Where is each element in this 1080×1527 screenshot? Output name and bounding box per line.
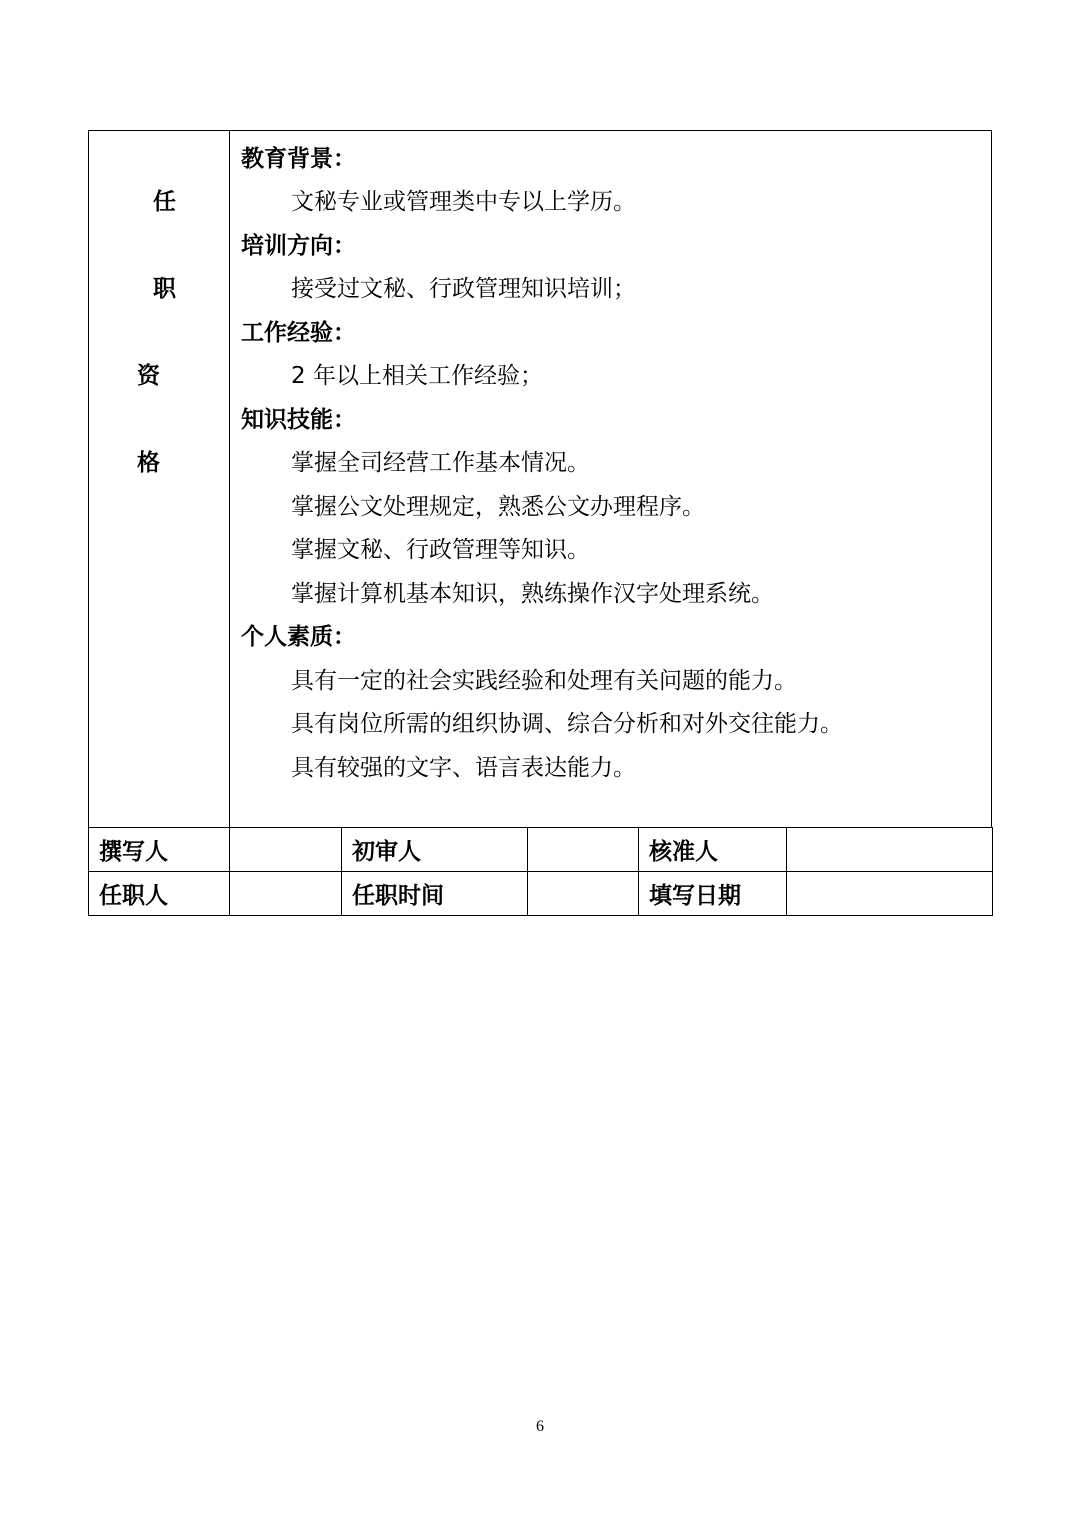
page-number: 6 bbox=[536, 1418, 544, 1435]
initial-reviewer-value[interactable] bbox=[528, 828, 639, 872]
skills-item: 掌握全司经营工作基本情况。 bbox=[291, 450, 590, 476]
qualities-item: 具有岗位所需的组织协调、综合分析和对外交往能力。 bbox=[291, 711, 843, 737]
qualifications-content bbox=[230, 131, 991, 827]
table-row bbox=[89, 872, 993, 916]
experience-heading: 工作经验： bbox=[241, 320, 356, 346]
table-row bbox=[89, 828, 993, 872]
appointment-time-label: 任职时间 bbox=[342, 872, 528, 916]
incumbent-label: 任职人 bbox=[89, 872, 230, 916]
initial-reviewer-label: 初审人 bbox=[342, 828, 528, 872]
fill-date-value[interactable] bbox=[787, 872, 993, 916]
fill-date-label: 填写日期 bbox=[639, 872, 787, 916]
skills-heading: 知识技能： bbox=[241, 407, 356, 433]
training-item: 接受过文秘、行政管理知识培训； bbox=[291, 276, 636, 302]
qualities-item: 具有一定的社会实践经验和处理有关问题的能力。 bbox=[291, 668, 797, 694]
incumbent-value[interactable] bbox=[230, 872, 342, 916]
label-char-zhi: 职 bbox=[153, 276, 176, 302]
signature-table bbox=[88, 827, 993, 916]
qualities-item: 具有较强的文字、语言表达能力。 bbox=[291, 755, 636, 781]
skills-item: 掌握文秘、行政管理等知识。 bbox=[291, 537, 590, 563]
qualifications-label-column bbox=[89, 131, 230, 827]
experience-item: 2 年以上相关工作经验； bbox=[291, 363, 543, 389]
qualities-heading: 个人素质： bbox=[241, 624, 356, 650]
label-char-ge: 格 bbox=[137, 450, 160, 476]
education-heading: 教育背景： bbox=[241, 146, 356, 172]
skills-item: 掌握公文处理规定，熟悉公文办理程序。 bbox=[291, 494, 705, 520]
approver-value[interactable] bbox=[787, 828, 993, 872]
label-char-ren: 任 bbox=[153, 189, 176, 215]
education-item: 文秘专业或管理类中专以上学历。 bbox=[291, 189, 636, 215]
training-heading: 培训方向： bbox=[241, 233, 356, 259]
qualifications-block bbox=[88, 130, 992, 828]
skills-item: 掌握计算机基本知识，熟练操作汉字处理系统。 bbox=[291, 581, 774, 607]
author-value[interactable] bbox=[230, 828, 342, 872]
approver-label: 核准人 bbox=[639, 828, 787, 872]
label-char-zi: 资 bbox=[137, 363, 160, 389]
author-label: 撰写人 bbox=[89, 828, 230, 872]
appointment-time-value[interactable] bbox=[528, 872, 639, 916]
